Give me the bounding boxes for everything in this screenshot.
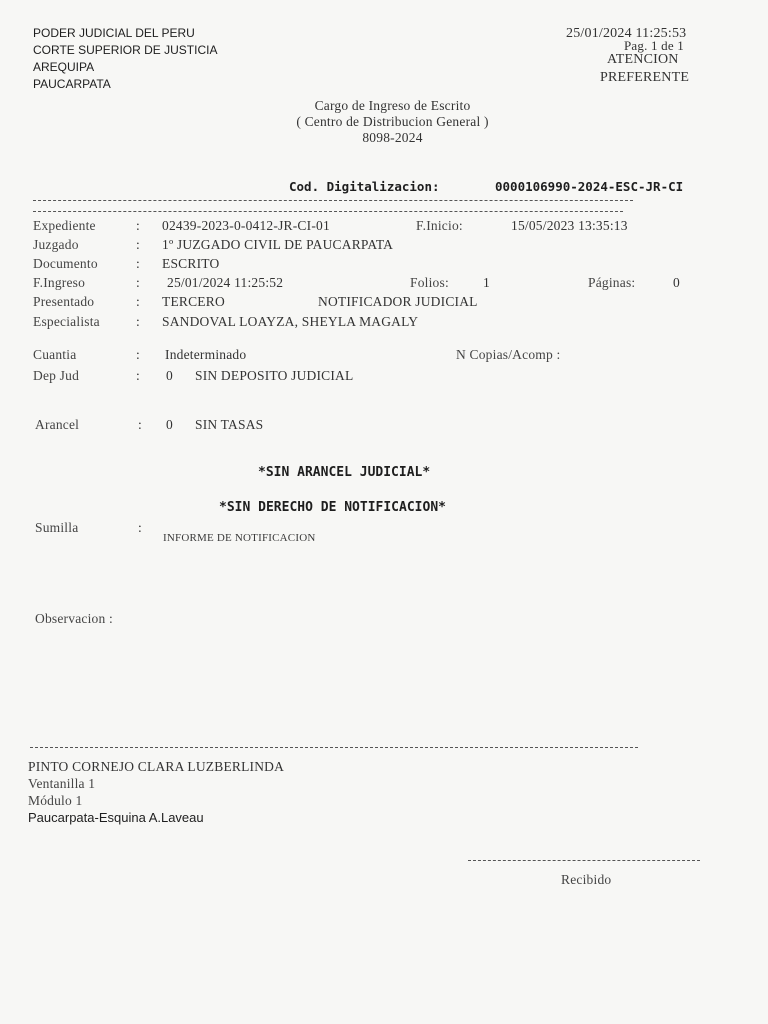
attention-line: ATENCION [607,52,679,67]
separator-line [33,200,633,201]
signature-line [468,860,700,861]
institution-line: CORTE SUPERIOR DE JUSTICIA [33,43,218,57]
finicio-value: 15/05/2023 13:35:13 [511,218,628,233]
print-datetime: 25/01/2024 11:25:53 [566,26,687,41]
sumilla-value: INFORME DE NOTIFICACION [163,532,316,544]
fingreso-value: 25/01/2024 11:25:52 [167,275,284,290]
presentado-role: NOTIFICADOR JUDICIAL [318,294,478,309]
page-number: Pag. 1 de 1 [624,38,684,53]
colon: : [136,237,140,252]
institution-header [33,25,217,93]
notice-notificacion: *SIN DERECHO DE NOTIFICACION* [219,500,446,515]
folios-label: Folios: [410,275,449,290]
folios-value: 1 [483,275,490,290]
especialista-value: SANDOVAL LOAYZA, SHEYLA MAGALY [162,314,419,329]
especialista-label: Especialista [33,314,100,329]
expediente-label: Expediente [33,218,96,233]
colon: : [136,218,140,233]
depjud-label: Dep Jud [33,368,80,383]
title-line: 8098-2024 [362,130,423,145]
depjud-code: 0 [166,368,173,383]
documento-value: ESCRITO [162,256,220,271]
sumilla-label: Sumilla [35,520,79,535]
digitalization-label: Cod. Digitalizacion: [289,179,440,194]
title-line: ( Centro de Distribucion General ) [296,114,489,129]
separator-line [33,211,623,212]
institution-line: PODER JUDICIAL DEL PERU [33,26,195,40]
notice-arancel: *SIN ARANCEL JUDICIAL* [258,465,431,480]
juzgado-label: Juzgado [33,237,79,252]
colon: : [138,520,142,535]
institution-line: PAUCARPATA [33,77,111,91]
colon: : [136,275,140,290]
title-line: Cargo de Ingreso de Escrito [314,98,471,113]
finicio-label: F.Inicio: [416,218,463,233]
juzgado-value: 1º JUZGADO CIVIL DE PAUCARPATA [162,237,394,252]
ventanilla: Ventanilla 1 [28,776,96,791]
depjud-value: SIN DEPOSITO JUDICIAL [195,368,354,383]
colon: : [138,417,142,432]
colon: : [136,314,140,329]
paginas-label: Páginas: [588,275,636,290]
observacion-label: Observacion : [35,611,113,626]
fingreso-label: F.Ingreso [33,275,86,290]
documento-label: Documento [33,256,98,271]
cuantia-label: Cuantia [33,347,77,362]
colon: : [136,256,140,271]
clerk-name: PINTO CORNEJO CLARA LUZBERLINDA [28,759,285,774]
expediente-value: 02439-2023-0-0412-JR-CI-01 [162,218,330,233]
received-label: Recibido [561,872,612,887]
arancel-code: 0 [166,417,173,432]
document-title [200,98,585,146]
presentado-label: Presentado [33,294,95,309]
ncopias-label: N Copias/Acomp : [456,347,561,362]
arancel-label: Arancel [35,417,80,432]
separator-line [30,747,638,748]
arancel-value: SIN TASAS [195,417,264,432]
presentado-value: TERCERO [162,294,225,309]
colon: : [136,368,140,383]
paginas-value: 0 [673,275,680,290]
attention-line: PREFERENTE [600,70,690,85]
office-location: Paucarpata-Esquina A.Laveau [28,810,204,825]
colon: : [136,294,140,309]
cuantia-value: Indeterminado [165,347,247,362]
digitalization-code: 0000106990-2024-ESC-JR-CI [495,179,684,194]
institution-line: AREQUIPA [33,60,95,74]
modulo: Módulo 1 [28,793,83,808]
colon: : [136,347,140,362]
